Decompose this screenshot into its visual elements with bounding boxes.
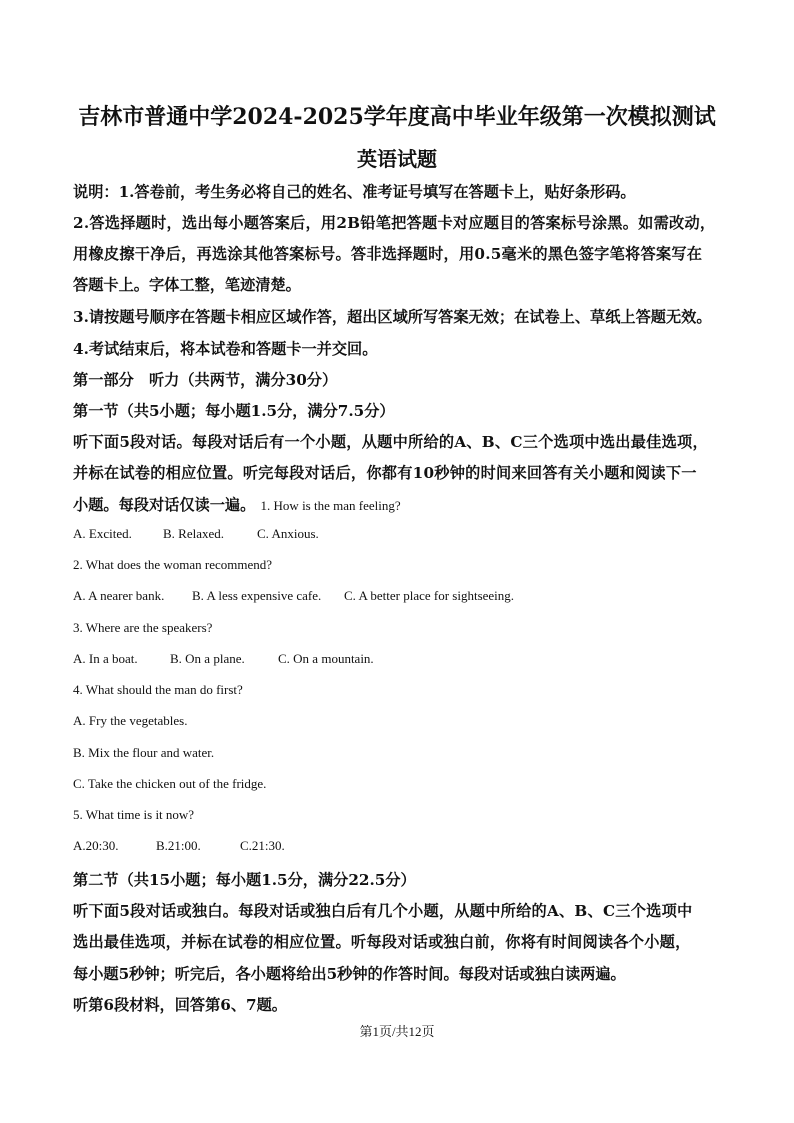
question-1-options bbox=[73, 526, 319, 542]
section2-instruction-1: 听下面5段对话或独白。每段对话或独白后有几个小题，从题中所给的A、B、C三个选项中 bbox=[73, 902, 693, 920]
section1-instruction-1: 听下面5段对话。每段对话后有一个小题，从题中所给的A、B、C三个选项中选出最佳选项， bbox=[73, 433, 708, 451]
listen-6-instruction: 听第6段材料，回答第6、7题。 bbox=[73, 996, 287, 1014]
question-3-options bbox=[73, 651, 374, 667]
note-line-6: 4.考试结束后，将本试卷和答题卡一并交回。 bbox=[73, 340, 378, 358]
section2-instruction-2: 选出最佳选项，并标在试卷的相应位置。听每段对话或独白前，你将有时间阅读各个小题， bbox=[73, 933, 691, 951]
question-5-options bbox=[73, 838, 285, 854]
section1-heading: 第一节（共5小题；每小题1.5分，满分7.5分） bbox=[73, 402, 395, 420]
q5-option-c: C.21:30. bbox=[240, 838, 285, 853]
question-2-stem: 2. What does the woman recommend? bbox=[73, 557, 273, 572]
question-1-stem: 1. How is the man feeling? bbox=[260, 498, 401, 513]
q1-option-b: B. Relaxed. bbox=[163, 526, 225, 541]
note-line-1: 说明：1.答卷前，考生务必将自己的姓名、准考证号填写在答题卡上，贴好条形码。 bbox=[73, 183, 636, 201]
note-line-4: 答题卡上。字体工整，笔迹清楚。 bbox=[73, 276, 301, 294]
section1-instruction-3 bbox=[73, 494, 401, 515]
exam-title: 吉林市普通中学2024-2025学年度高中毕业年级第一次模拟测试 bbox=[78, 104, 716, 130]
q5-option-b: B.21:00. bbox=[156, 838, 201, 853]
question-3-stem: 3. Where are the speakers? bbox=[73, 620, 213, 635]
q4-option-c: C. Take the chicken out of the fridge. bbox=[73, 776, 267, 791]
part1-heading: 第一部分 听力（共两节，满分30分） bbox=[73, 371, 338, 389]
section1-instruction-3-text: 小题。每段对话仅读一遍。 bbox=[73, 496, 256, 514]
q4-option-b: B. Mix the flour and water. bbox=[73, 745, 215, 760]
q2-option-a: A. A nearer bank. bbox=[73, 588, 165, 603]
page-footer: 第1页/共12页 bbox=[359, 1024, 435, 1039]
q3-option-a: A. In a boat. bbox=[73, 651, 138, 666]
q2-option-c: C. A better place for sightseeing. bbox=[344, 588, 515, 603]
q3-option-b: B. On a plane. bbox=[170, 651, 245, 666]
q5-option-a: A.20:30. bbox=[73, 838, 119, 853]
note-line-2: 2.答选择题时，选出每小题答案后，用2B铅笔把答题卡对应题目的答案标号涂黑。如需改动， bbox=[73, 214, 716, 232]
q3-option-c: C. On a mountain. bbox=[278, 651, 374, 666]
exam-subtitle: 英语试题 bbox=[357, 147, 437, 171]
section2-heading: 第二节（共15小题；每小题1.5分，满分22.5分） bbox=[73, 871, 416, 889]
question-5-stem: 5. What time is it now? bbox=[73, 807, 195, 822]
section1-instruction-2: 并标在试卷的相应位置。听完每段对话后，你都有10秒钟的时间来回答有关小题和阅读下一 bbox=[73, 464, 697, 482]
question-4-stem: 4. What should the man do first? bbox=[73, 682, 243, 697]
question-2-options bbox=[73, 588, 514, 604]
q1-option-c: C. Anxious. bbox=[257, 526, 319, 541]
section2-instruction-3: 每小题5秒钟；听完后，各小题将给出5秒钟的作答时间。每段对话或独白读两遍。 bbox=[73, 965, 626, 983]
note-line-3: 用橡皮擦干净后，再选涂其他答案标号。答非选择题时，用0.5毫米的黑色签字笔将答案写在 bbox=[73, 245, 703, 263]
q2-option-b: B. A less expensive cafe. bbox=[192, 588, 322, 603]
q4-option-a: A. Fry the vegetables. bbox=[73, 713, 188, 728]
q1-option-a: A. Excited. bbox=[73, 526, 132, 541]
note-line-5: 3.请按题号顺序在答题卡相应区域作答，超出区域所写答案无效；在试卷上、草纸上答题无效。 bbox=[73, 308, 712, 326]
